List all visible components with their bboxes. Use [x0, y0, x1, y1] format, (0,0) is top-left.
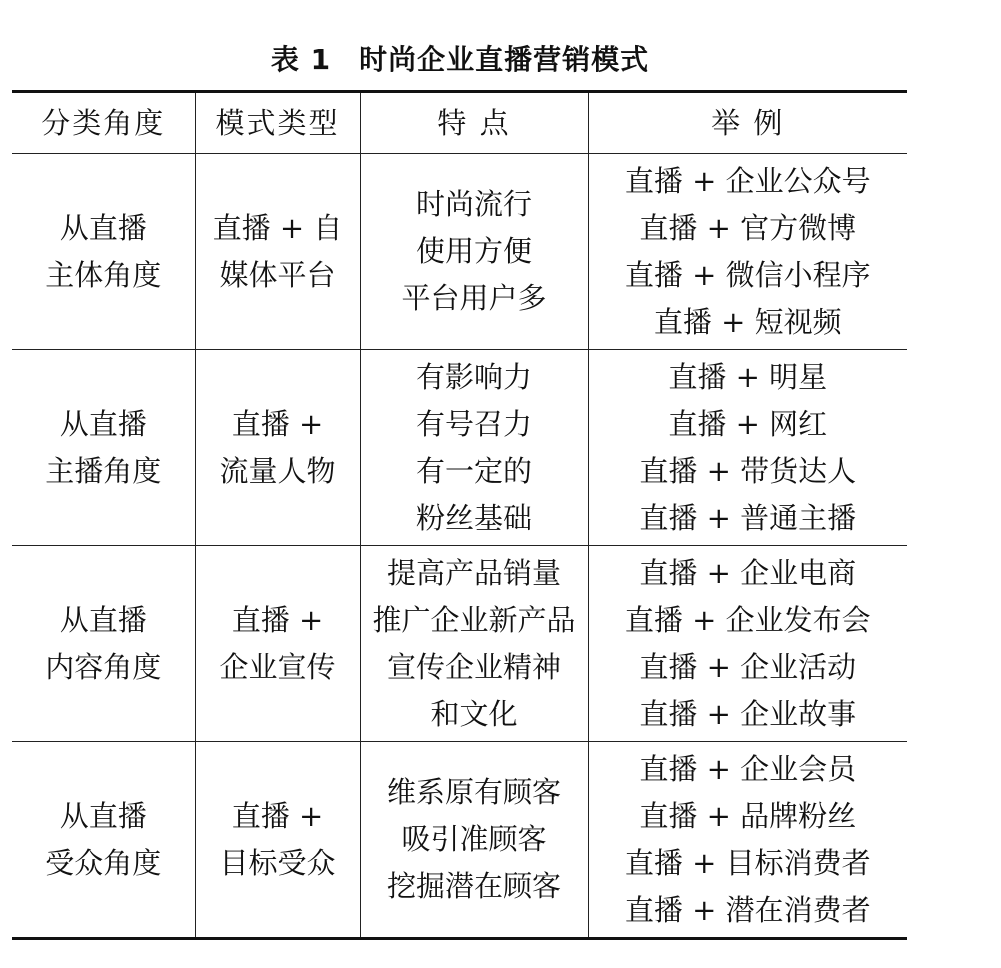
cell-line: 直播 + 企业故事	[639, 696, 857, 731]
cell-line: 内容角度	[45, 649, 162, 684]
cell-angle	[12, 154, 195, 350]
cell-line: 平台用户多	[401, 281, 547, 315]
cell-line: 推广企业新产品	[372, 602, 576, 637]
cell-line: 直播 + 企业活动	[639, 649, 857, 684]
cell-mode	[195, 546, 360, 742]
cell-line: 直播 + 潜在消费者	[624, 892, 871, 927]
cell-line: 提高产品销量	[386, 555, 561, 590]
table-row	[12, 154, 907, 350]
cell-line: 直播 +	[231, 602, 324, 637]
cell-line: 主体角度	[45, 257, 162, 292]
cell-angle	[12, 546, 195, 742]
cell-line: 使用方便	[415, 234, 532, 268]
cell-line: 企业宣传	[219, 649, 336, 684]
header-mode: 模式类型	[195, 92, 360, 154]
cell-line: 直播 + 明星	[668, 359, 828, 394]
cell-examples	[588, 742, 907, 939]
table-number: 表 1	[270, 43, 332, 76]
cell-line: 直播 + 企业会员	[639, 751, 857, 786]
table-row	[12, 546, 907, 742]
cell-line: 从直播	[59, 406, 147, 441]
cell-features	[360, 350, 588, 546]
cell-line: 和文化	[430, 696, 518, 731]
cell-mode	[195, 742, 360, 939]
cell-line: 直播 + 短视频	[653, 304, 842, 339]
cell-line: 有号召力	[415, 406, 532, 441]
cell-angle	[12, 350, 195, 546]
header-examples: 举 例	[588, 92, 907, 154]
table-title: 时尚企业直播营销模式	[359, 43, 650, 76]
cell-line: 从直播	[59, 798, 147, 833]
cell-line: 有影响力	[415, 359, 532, 394]
cell-line: 时尚流行	[415, 187, 532, 221]
cell-features	[360, 154, 588, 350]
cell-examples	[588, 350, 907, 546]
cell-line: 直播 +	[231, 406, 324, 441]
table-caption	[0, 38, 920, 78]
header-row	[12, 92, 907, 154]
cell-line: 直播 + 企业发布会	[624, 602, 871, 637]
marketing-mode-table	[12, 90, 907, 940]
cell-line: 流量人物	[219, 453, 336, 488]
cell-line: 直播 + 品牌粉丝	[639, 798, 857, 833]
cell-features	[360, 742, 588, 939]
cell-angle	[12, 742, 195, 939]
cell-line: 受众角度	[45, 845, 162, 880]
cell-line: 从直播	[59, 210, 147, 245]
table-row	[12, 350, 907, 546]
cell-line: 有一定的	[415, 453, 532, 488]
cell-line: 吸引准顾客	[401, 822, 547, 856]
cell-line: 直播 + 自	[212, 210, 343, 245]
cell-line: 直播 + 微信小程序	[624, 257, 871, 292]
cell-line: 直播 + 官方微博	[639, 210, 857, 245]
header-features: 特 点	[360, 92, 588, 154]
cell-examples	[588, 546, 907, 742]
cell-mode	[195, 350, 360, 546]
cell-line: 直播 +	[231, 798, 324, 833]
cell-line: 主播角度	[45, 453, 162, 488]
cell-line: 挖掘潜在顾客	[386, 869, 561, 903]
cell-line: 直播 + 普通主播	[639, 500, 857, 535]
cell-features	[360, 546, 588, 742]
cell-line: 直播 + 企业公众号	[624, 163, 871, 198]
cell-line: 维系原有顾客	[386, 775, 561, 809]
cell-line: 直播 + 企业电商	[639, 555, 857, 590]
cell-line: 从直播	[59, 602, 147, 637]
cell-line: 宣传企业精神	[386, 649, 561, 684]
cell-mode	[195, 154, 360, 350]
cell-line: 目标受众	[219, 845, 336, 880]
cell-line: 媒体平台	[219, 257, 336, 292]
table-row	[12, 742, 907, 939]
cell-line: 直播 + 目标消费者	[624, 845, 871, 880]
cell-line: 粉丝基础	[415, 500, 532, 535]
header-angle: 分类角度	[12, 92, 195, 154]
cell-line: 直播 + 带货达人	[639, 453, 857, 488]
cell-examples	[588, 154, 907, 350]
cell-line: 直播 + 网红	[668, 406, 828, 441]
